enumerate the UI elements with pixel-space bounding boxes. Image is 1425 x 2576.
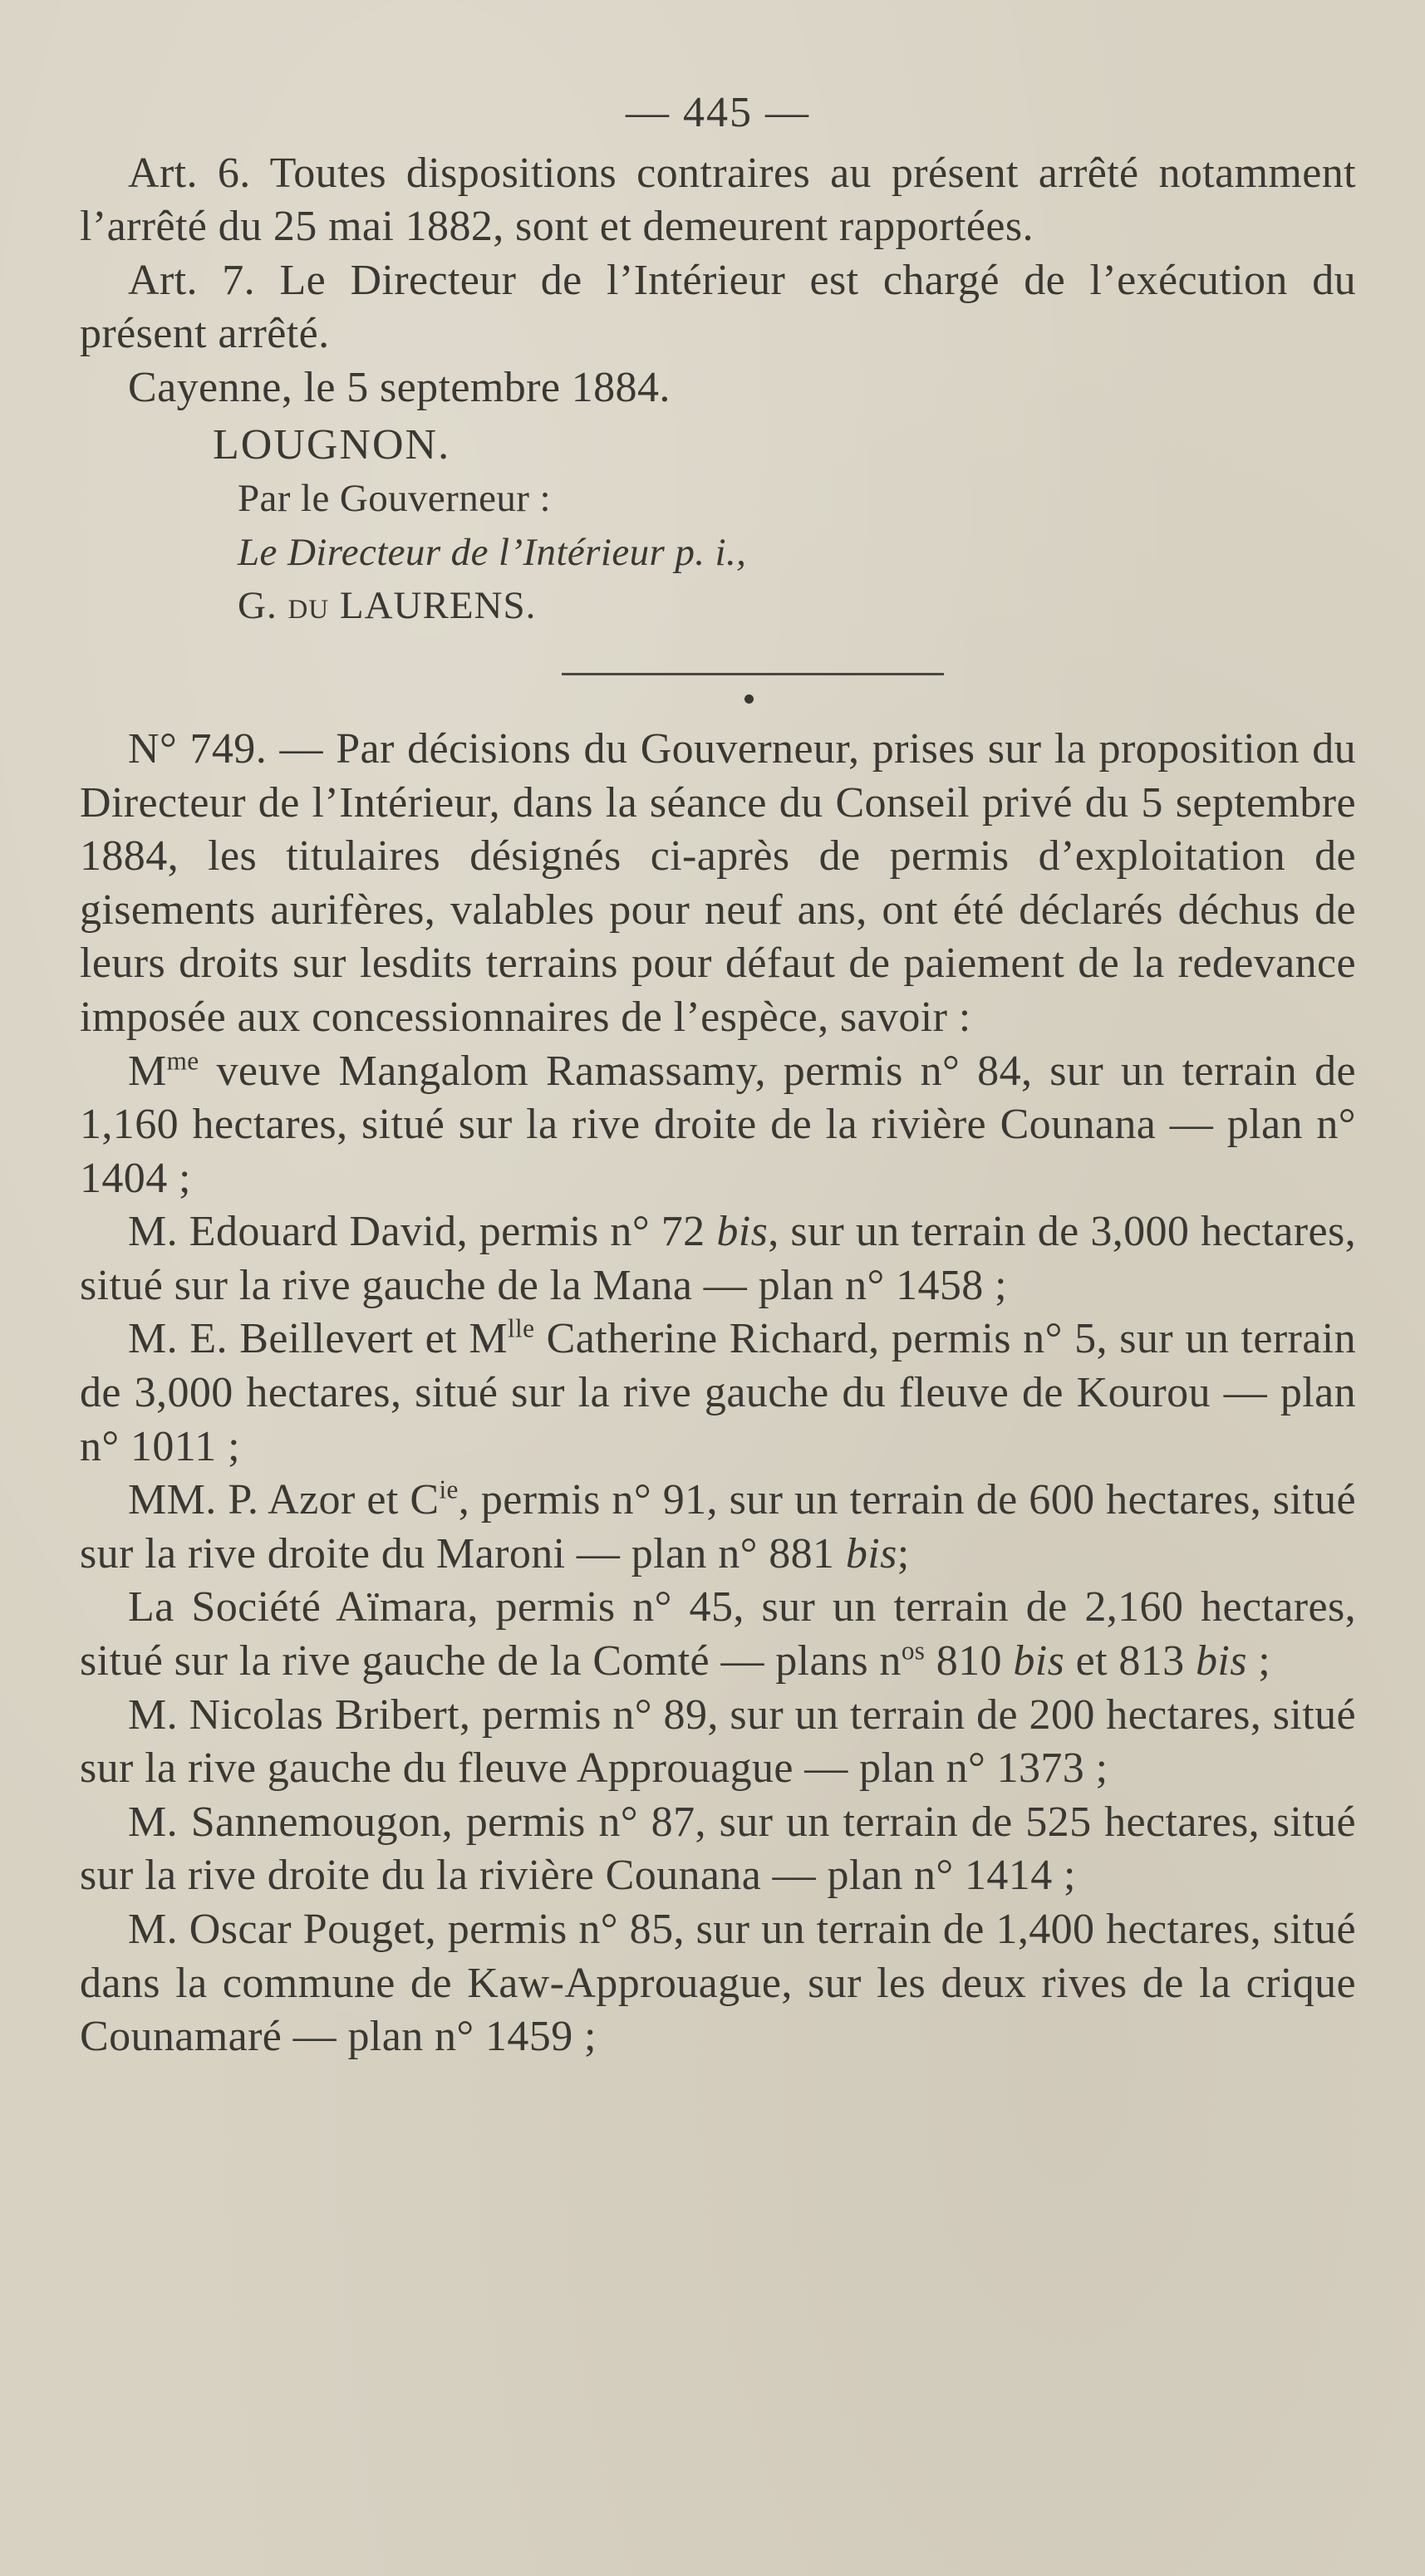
entry-3-text-a: M. E. Beillevert et M — [128, 1315, 508, 1363]
entry-1-text-b: veuve Mangalom Ramassamy, permis n° 84, sur un terrain de 1,160 hectares, situé sur la rive droite de la rivière Counana — plan n° 1404 ; — [80, 1047, 1356, 1202]
signature-signer — [238, 579, 1356, 633]
signature-director-title: Le Directeur de l’Intérieur p. i., — [238, 530, 747, 574]
entry-7: M. Sannemougon, permis n° 87, sur un terrain de 525 hectares, situé sur la rive droite du la rivière Counana — plan n° 1414 ; — [80, 1798, 1356, 1900]
entry-1-superscript: me — [166, 1046, 199, 1076]
decision-intro: N° 749. — Par décisions du Gouverneur, prises sur la proposition du Directeur de l’Intérieur, dans la séance du Conseil privé du 5 septembre 1884, les titulaires désignés ci-après de permis d’exploitation de gisements aurifères, valables pour neuf ans, ont été déclarés déchus de leurs droits sur lesdits terrains pour défaut de paiement de la redevance imposée aux concessionnaires de l’espèce, savoir : — [80, 724, 1356, 1041]
signature-by-governor: Par le Gouverneur : — [238, 477, 551, 521]
entry-4-superscript: ie — [439, 1474, 459, 1504]
separator-dot — [744, 694, 754, 704]
entry-2-bis: bis — [716, 1208, 769, 1256]
entry-4 — [80, 1474, 1356, 1581]
article-6: Art. 6. Toutes dispositions contraires au présent arrêté notamment l’arrêté du 25 mai 1882, sont et demeurent rapportées. — [80, 149, 1356, 251]
entry-5-text-b: 810 — [925, 1637, 1014, 1685]
entry-2-text-a: M. Edouard David, permis n° 72 — [128, 1208, 717, 1256]
entry-3 — [80, 1313, 1356, 1474]
entry-4-bis: bis — [845, 1529, 897, 1577]
entry-5-text-a: La Société Aïmara, permis n° 45, sur un terrain de 2,160 hectares, situé sur la rive gauche de la Comté — plans n — [80, 1583, 1356, 1685]
entry-3-text-b: Catherine Richard, permis n° 5, sur un terrain de 3,000 hectares, situé sur la rive gauche du fleuve de Kourou — plan n° 1011 ; — [80, 1315, 1356, 1470]
signer-particle: du — [287, 584, 330, 628]
article-7: Art. 7. Le Directeur de l’Intérieur est chargé de l’exécution du présent arrêté. — [80, 256, 1356, 358]
entry-1-text-a: M — [128, 1047, 167, 1095]
entry-5-text-d: ; — [1246, 1637, 1271, 1685]
signer-surname: LAURENS. — [329, 584, 537, 628]
entry-5-text-c: et 813 — [1064, 1637, 1196, 1685]
entry-1 — [80, 1045, 1356, 1206]
entry-2 — [80, 1205, 1356, 1313]
entry-2-text-b: , sur un terrain de 3,000 hectares, situé sur la rive gauche de la Mana — plan n° 1458 ; — [80, 1208, 1357, 1309]
entry-6: M. Nicolas Bribert, permis n° 89, sur un terrain de 200 hectares, situé sur la rive gauche du fleuve Approuague — plan n° 1373 ; — [80, 1690, 1356, 1793]
entry-4-text-c: ; — [897, 1529, 910, 1577]
signer-initial: G. — [238, 584, 288, 628]
signature-name: LOUGNON. — [213, 420, 451, 469]
date-line: Cayenne, le 5 septembre 1884. — [128, 363, 671, 411]
entry-8: M. Oscar Pouget, permis n° 85, sur un terrain de 1,400 hectares, situé dans la commune de Kaw-Approuague, sur les deux rives de la crique Counamaré — plan n° 1459 ; — [80, 1906, 1356, 2061]
page-number: — 445 — — [626, 89, 810, 136]
entry-4-text-a: MM. P. Azor et C — [128, 1476, 440, 1524]
entry-5-bis-2: bis — [1195, 1637, 1247, 1685]
entry-4-text-b: , permis n° 91, sur un terrain de 600 hectares, situé sur la rive droite du Maroni — plan n° 881 — [80, 1476, 1357, 1577]
entry-5-bis-1: bis — [1013, 1637, 1065, 1685]
entry-5 — [80, 1581, 1356, 1688]
section-separator — [80, 633, 1356, 723]
separator-rule — [562, 673, 944, 675]
entry-3-superscript: lle — [507, 1314, 535, 1344]
entry-5-superscript: os — [901, 1636, 926, 1666]
page-text — [80, 86, 1356, 2064]
